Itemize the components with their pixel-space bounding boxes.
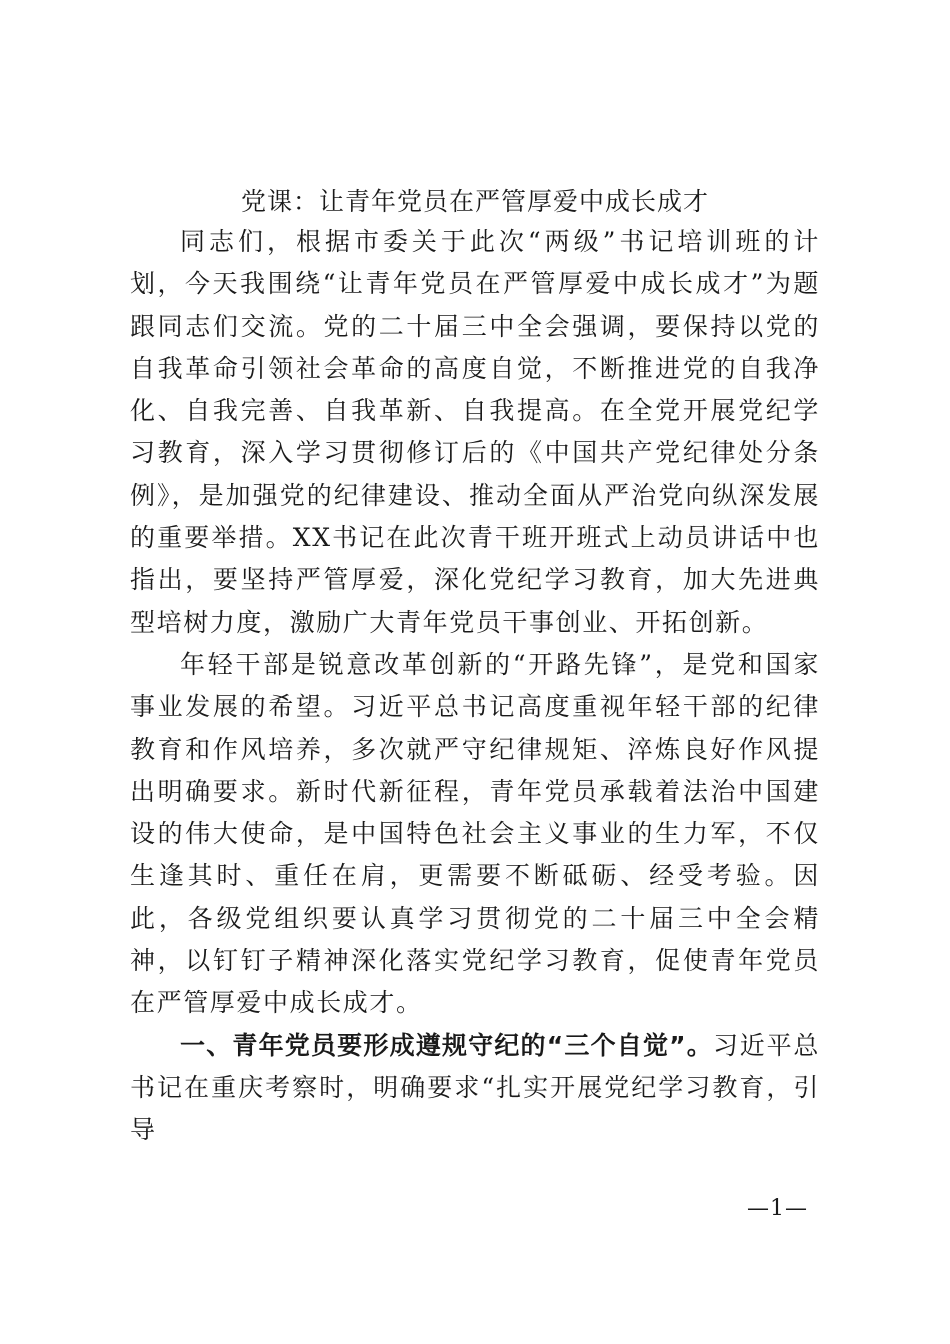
- section-one-text: 习近平总书记在重庆考察时，明确要求“扎实开展党纪学习教育，引导: [130, 1030, 820, 1145]
- section-one-heading: 一、青年党员要形成遵规守纪的“三个自觉”。: [180, 1030, 713, 1060]
- page-number: —1—: [747, 1196, 808, 1221]
- paragraph-section-one: [130, 1025, 820, 1152]
- paragraph-young-cadres: 年轻干部是锐意改革创新的“开路先锋”，是党和国家事业发展的希望。习近平总书记高度重视年轻干部的纪律教育和作风培养，多次就严守纪律规矩、淬炼良好作风提出明确要求。新时代新征程，青年党员承载着法治中国建设的伟大使命，是中国特色社会主义事业的生力军，不仅生逢其时、重任在肩，更需要不断砥砺、经受考验。因此，各级党组织要认真学习贯彻党的二十届三中全会精神，以钉钉子精神深化落实党纪学习教育，促使青年党员在严管厚爱中成长成才。: [130, 649, 820, 1018]
- paragraph-intro: 同志们，根据市委关于此次“两级”书记培训班的计划，今天我围绕“让青年党员在严管厚爱中成长成才”为题跟同志们交流。党的二十届三中全会强调，要保持以党的自我革命引领社会革命的高度自觉，不断推进党的自我净化、自我完善、自我革新、自我提高。在全党开展党纪学习教育，深入学习贯彻修订后的《中国共产党纪律处分条例》，是加强党的纪律建设、推动全面从严治党向纵深发展的重要举措。XX书记在此次青干班开班式上动员讲话中也指出，要坚持严管厚爱，深化党纪学习教育，加大先进典型培树力度，激励广大青年党员干事创业、开拓创新。: [130, 227, 820, 637]
- document-title: 党课：让青年党员在严管厚爱中成长成才: [240, 187, 709, 216]
- document-body: [130, 221, 820, 1152]
